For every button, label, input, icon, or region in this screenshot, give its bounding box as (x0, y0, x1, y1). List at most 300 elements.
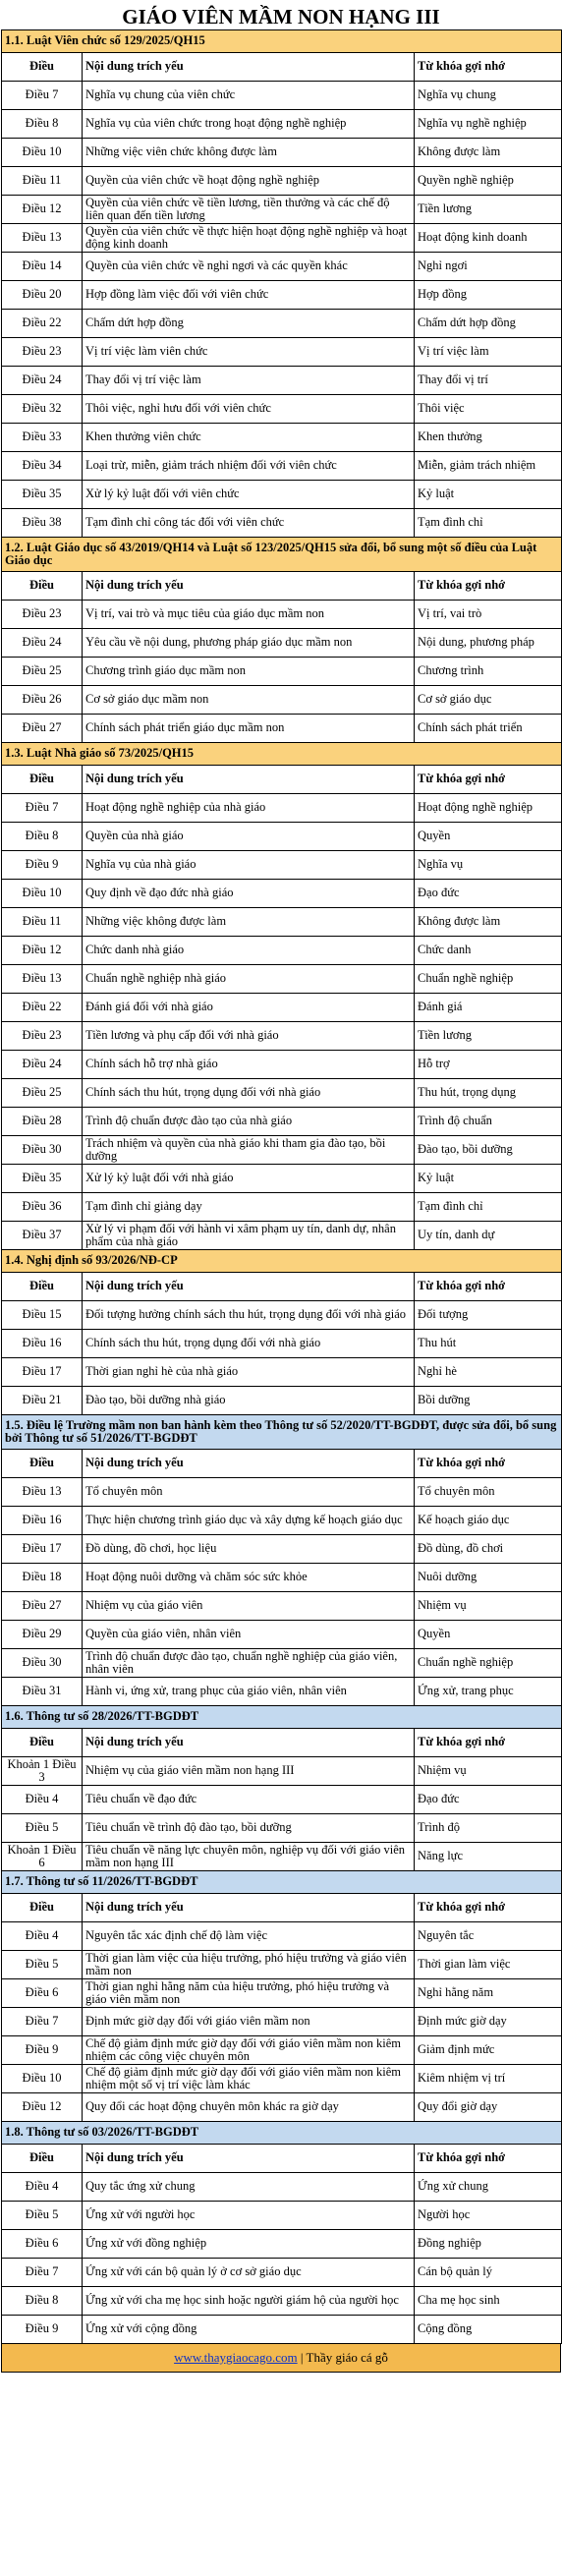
section-title: 1.1. Luật Viên chức số 129/2025/QH15 (2, 30, 562, 53)
summary-cell: Chế độ giảm định mức giờ dạy đối với giáo viên mầm non kiêm nhiệm một số vị trí việc làm khác (83, 2065, 415, 2093)
column-header-c2: Nội dung trích yếu (83, 766, 415, 794)
keyword-cell: Chính sách phát triển (415, 715, 562, 743)
keyword-cell: Đánh giá (415, 994, 562, 1022)
summary-cell: Quyền của viên chức về thực hiện hoạt động nghề nghiệp và hoạt động kinh doanh (83, 224, 415, 253)
section-title: 1.8. Thông tư số 03/2026/TT-BGDĐT (2, 2122, 562, 2145)
column-header-c2: Nội dung trích yếu (83, 572, 415, 601)
table-row (2, 2230, 562, 2259)
table-row (2, 253, 562, 281)
article-cell: Điều 23 (2, 1022, 83, 1051)
table-row (2, 1108, 562, 1136)
article-cell: Điều 4 (2, 1922, 83, 1951)
keyword-cell: Đồ dùng, đồ chơi (415, 1535, 562, 1564)
table-row (2, 196, 562, 224)
table-row (2, 509, 562, 538)
article-cell: Điều 11 (2, 908, 83, 937)
summary-cell: Chương trình giáo dục mầm non (83, 658, 415, 686)
article-cell: Điều 30 (2, 1649, 83, 1678)
section-title: 1.7. Thông tư số 11/2026/TT-BGDĐT (2, 1871, 562, 1894)
keyword-cell: Nghỉ hằng năm (415, 1979, 562, 2008)
summary-cell: Thay đổi vị trí việc làm (83, 367, 415, 395)
keyword-cell: Đồng nghiệp (415, 2230, 562, 2259)
table-row (2, 1535, 562, 1564)
column-header-c3: Từ khóa gợi nhớ (415, 53, 562, 82)
keyword-cell: Quyền (415, 823, 562, 851)
summary-cell: Những việc viên chức không được làm (83, 139, 415, 167)
article-cell: Điều 9 (2, 851, 83, 880)
keyword-cell: Trình độ chuẩn (415, 1108, 562, 1136)
keyword-cell: Thôi việc (415, 395, 562, 424)
table-row (2, 1621, 562, 1649)
keyword-cell: Người học (415, 2202, 562, 2230)
keyword-cell: Nhiệm vụ (415, 1592, 562, 1621)
article-cell: Điều 38 (2, 509, 83, 538)
summary-cell: Ứng xử với cha mẹ học sinh hoặc người giám hộ của người học (83, 2287, 415, 2316)
article-cell: Điều 6 (2, 1979, 83, 2008)
column-header-row (2, 1273, 562, 1301)
column-header-row (2, 572, 562, 601)
law-reference-table (1, 29, 562, 2344)
column-header-c3: Từ khóa gợi nhớ (415, 1450, 562, 1478)
article-cell: Điều 25 (2, 1079, 83, 1108)
table-row (2, 794, 562, 823)
keyword-cell: Nghĩa vụ chung (415, 82, 562, 110)
summary-cell: Nhiệm vụ của giáo viên mầm non hạng III (83, 1757, 415, 1786)
article-cell: Điều 28 (2, 1108, 83, 1136)
summary-cell: Chế độ giảm định mức giờ dạy đối với giáo viên mầm non kiêm nhiệm các công việc chuyên môn (83, 2036, 415, 2065)
section-title: 1.3. Luật Nhà giáo số 73/2025/QH15 (2, 743, 562, 766)
table-row (2, 601, 562, 629)
section-header (2, 538, 562, 572)
keyword-cell: Vị trí việc làm (415, 338, 562, 367)
table-row (2, 2093, 562, 2122)
summary-cell: Đồ dùng, đồ chơi, học liệu (83, 1535, 415, 1564)
column-header-row (2, 2145, 562, 2173)
summary-cell: Tiền lương và phụ cấp đối với nhà giáo (83, 1022, 415, 1051)
table-row (2, 395, 562, 424)
summary-cell: Vị trí, vai trò và mục tiêu của giáo dục mầm non (83, 601, 415, 629)
article-cell: Điều 22 (2, 310, 83, 338)
summary-cell: Khen thưởng viên chức (83, 424, 415, 452)
article-cell: Điều 5 (2, 1814, 83, 1843)
keyword-cell: Khen thưởng (415, 424, 562, 452)
article-cell: Điều 22 (2, 994, 83, 1022)
table-row (2, 1786, 562, 1814)
table-row (2, 965, 562, 994)
summary-cell: Hoạt động nghề nghiệp của nhà giáo (83, 794, 415, 823)
keyword-cell: Thay đổi vị trí (415, 367, 562, 395)
article-cell: Điều 16 (2, 1330, 83, 1358)
column-header-row (2, 766, 562, 794)
table-row (2, 2036, 562, 2065)
summary-cell: Tiêu chuẩn về trình độ đào tạo, bồi dưỡng (83, 1814, 415, 1843)
summary-cell: Trình độ chuẩn được đào tạo, chuẩn nghề nghiệp của giáo viên, nhân viên (83, 1649, 415, 1678)
summary-cell: Xử lý kỷ luật đối với nhà giáo (83, 1165, 415, 1193)
column-header-c1: Điều (2, 766, 83, 794)
section-header (2, 743, 562, 766)
keyword-cell: Thời gian làm việc (415, 1951, 562, 1979)
article-cell: Điều 5 (2, 2202, 83, 2230)
article-cell: Điều 26 (2, 686, 83, 715)
keyword-cell: Kế hoạch giáo dục (415, 1507, 562, 1535)
summary-cell: Quyền của viên chức về tiền lương, tiền thưởng và các chế độ liên quan đến tiền lương (83, 196, 415, 224)
summary-cell: Quyền của viên chức về nghỉ ngơi và các quyền khác (83, 253, 415, 281)
column-header-row (2, 1729, 562, 1757)
column-header-c2: Nội dung trích yếu (83, 1450, 415, 1478)
article-cell: Khoản 1 Điều 6 (2, 1843, 83, 1871)
summary-cell: Tổ chuyên môn (83, 1478, 415, 1507)
summary-cell: Tiêu chuẩn về đạo đức (83, 1786, 415, 1814)
keyword-cell: Quy đổi giờ dạy (415, 2093, 562, 2122)
keyword-cell: Năng lực (415, 1843, 562, 1871)
column-header-c2: Nội dung trích yếu (83, 1729, 415, 1757)
column-header-c1: Điều (2, 53, 83, 82)
article-cell: Điều 9 (2, 2036, 83, 2065)
table-row (2, 224, 562, 253)
article-cell: Điều 30 (2, 1136, 83, 1165)
section-title: 1.6. Thông tư số 28/2026/TT-BGDĐT (2, 1706, 562, 1729)
table-row (2, 1193, 562, 1222)
article-cell: Điều 36 (2, 1193, 83, 1222)
keyword-cell: Chuẩn nghề nghiệp (415, 965, 562, 994)
column-header-c1: Điều (2, 1273, 83, 1301)
keyword-cell: Quyền (415, 1621, 562, 1649)
summary-cell: Quyền của viên chức về hoạt động nghề nghiệp (83, 167, 415, 196)
table-row (2, 1979, 562, 2008)
article-cell: Điều 24 (2, 1051, 83, 1079)
article-cell: Điều 7 (2, 82, 83, 110)
summary-cell: Đánh giá đối với nhà giáo (83, 994, 415, 1022)
summary-cell: Quyền của nhà giáo (83, 823, 415, 851)
article-cell: Điều 6 (2, 2230, 83, 2259)
article-cell: Điều 12 (2, 2093, 83, 2122)
keyword-cell: Hỗ trợ (415, 1051, 562, 1079)
footer-text: Thầy giáo cá gỗ (306, 2350, 388, 2365)
table-row (2, 1358, 562, 1387)
summary-cell: Thực hiện chương trình giáo dục và xây dựng kế hoạch giáo dục (83, 1507, 415, 1535)
keyword-cell: Tổ chuyên môn (415, 1478, 562, 1507)
article-cell: Điều 13 (2, 965, 83, 994)
section-header (2, 1415, 562, 1450)
article-cell: Điều 7 (2, 2008, 83, 2036)
article-cell: Điều 13 (2, 1478, 83, 1507)
article-cell: Điều 10 (2, 139, 83, 167)
column-header-c3: Từ khóa gợi nhớ (415, 766, 562, 794)
table-row (2, 1678, 562, 1706)
table-row (2, 2065, 562, 2093)
summary-cell: Tạm đình chỉ công tác đối với viên chức (83, 509, 415, 538)
summary-cell: Nghĩa vụ chung của viên chức (83, 82, 415, 110)
keyword-cell: Không được làm (415, 908, 562, 937)
column-header-c2: Nội dung trích yếu (83, 1273, 415, 1301)
section-title: 1.5. Điều lệ Trường mầm non ban hành kèm theo Thông tư số 52/2020/TT-BGDĐT, được sửa đổi, bổ sung bởi Thông tư số 51/2026/TT-BGDĐT (2, 1415, 562, 1450)
article-cell: Điều 27 (2, 715, 83, 743)
summary-cell: Quy đổi các hoạt động chuyên môn khác ra giờ dạy (83, 2093, 415, 2122)
keyword-cell: Kỷ luật (415, 481, 562, 509)
column-header-c1: Điều (2, 572, 83, 601)
article-cell: Điều 13 (2, 224, 83, 253)
section-header (2, 30, 562, 53)
keyword-cell: Đạo đức (415, 1786, 562, 1814)
table-row (2, 1387, 562, 1415)
table-row (2, 481, 562, 509)
section-title: 1.4. Nghị định số 93/2026/NĐ-CP (2, 1250, 562, 1273)
table-row (2, 1592, 562, 1621)
keyword-cell: Trình độ (415, 1814, 562, 1843)
keyword-cell: Hợp đồng (415, 281, 562, 310)
section-header (2, 2122, 562, 2145)
keyword-cell: Thu hút, trọng dụng (415, 1079, 562, 1108)
table-row (2, 452, 562, 481)
summary-cell: Thời gian nghỉ hè của nhà giáo (83, 1358, 415, 1387)
keyword-cell: Cộng đồng (415, 2316, 562, 2344)
summary-cell: Loại trừ, miễn, giảm trách nhiệm đối với viên chức (83, 452, 415, 481)
column-header-c1: Điều (2, 1450, 83, 1478)
table-row (2, 2202, 562, 2230)
table-row (2, 658, 562, 686)
keyword-cell: Vị trí, vai trò (415, 601, 562, 629)
keyword-cell: Hoạt động nghề nghiệp (415, 794, 562, 823)
document-page (1, 0, 561, 2373)
summary-cell: Xử lý kỷ luật đối với viên chức (83, 481, 415, 509)
table-row (2, 715, 562, 743)
keyword-cell: Tạm đình chỉ (415, 509, 562, 538)
summary-cell: Tạm đình chỉ giảng dạy (83, 1193, 415, 1222)
column-header-c3: Từ khóa gợi nhớ (415, 1729, 562, 1757)
table-row (2, 908, 562, 937)
table-row (2, 167, 562, 196)
table-row (2, 110, 562, 139)
table-row (2, 823, 562, 851)
table-row (2, 1649, 562, 1678)
table-row (2, 686, 562, 715)
summary-cell: Trình độ chuẩn được đào tạo của nhà giáo (83, 1108, 415, 1136)
article-cell: Điều 7 (2, 2259, 83, 2287)
section-header (2, 1706, 562, 1729)
summary-cell: Xử lý vi phạm đối với hành vi xâm phạm uy tín, danh dự, nhân phẩm của nhà giáo (83, 1222, 415, 1250)
keyword-cell: Kiêm nhiệm vị trí (415, 2065, 562, 2093)
summary-cell: Quy định về đạo đức nhà giáo (83, 880, 415, 908)
keyword-cell: Quyền nghề nghiệp (415, 167, 562, 196)
table-row (2, 1757, 562, 1786)
summary-cell: Đối tượng hưởng chính sách thu hút, trọng dụng đối với nhà giáo (83, 1301, 415, 1330)
table-row (2, 1478, 562, 1507)
article-cell: Điều 12 (2, 937, 83, 965)
column-header-row (2, 1894, 562, 1922)
keyword-cell: Chuẩn nghề nghiệp (415, 1649, 562, 1678)
column-header-row (2, 1450, 562, 1478)
article-cell: Khoản 1 Điều 3 (2, 1757, 83, 1786)
column-header-c3: Từ khóa gợi nhớ (415, 1273, 562, 1301)
table-row (2, 424, 562, 452)
keyword-cell: Tiền lương (415, 1022, 562, 1051)
article-cell: Điều 29 (2, 1621, 83, 1649)
summary-cell: Chuẩn nghề nghiệp nhà giáo (83, 965, 415, 994)
summary-cell: Ứng xử với cộng đồng (83, 2316, 415, 2344)
keyword-cell: Không được làm (415, 139, 562, 167)
summary-cell: Hợp đồng làm việc đối với viên chức (83, 281, 415, 310)
footer-bar (1, 2344, 561, 2373)
table-row (2, 2316, 562, 2344)
article-cell: Điều 23 (2, 338, 83, 367)
article-cell: Điều 35 (2, 1165, 83, 1193)
article-cell: Điều 23 (2, 601, 83, 629)
column-header-c3: Từ khóa gợi nhớ (415, 572, 562, 601)
table-row (2, 281, 562, 310)
keyword-cell: Tiền lương (415, 196, 562, 224)
table-row (2, 1136, 562, 1165)
keyword-cell: Nhiệm vụ (415, 1757, 562, 1786)
table-row (2, 937, 562, 965)
summary-cell: Nghĩa vụ của viên chức trong hoạt động nghề nghiệp (83, 110, 415, 139)
keyword-cell: Cha mẹ học sinh (415, 2287, 562, 2316)
article-cell: Điều 4 (2, 2173, 83, 2202)
article-cell: Điều 17 (2, 1535, 83, 1564)
column-header-c1: Điều (2, 1729, 83, 1757)
summary-cell: Chính sách thu hút, trọng dụng đối với nhà giáo (83, 1079, 415, 1108)
summary-cell: Hành vi, ứng xử, trang phục của giáo viên, nhân viên (83, 1678, 415, 1706)
footer-separator: | (297, 2350, 307, 2365)
column-header-c2: Nội dung trích yếu (83, 1894, 415, 1922)
column-header-c2: Nội dung trích yếu (83, 2145, 415, 2173)
summary-cell: Cơ sở giáo dục mầm non (83, 686, 415, 715)
table-body (2, 30, 562, 2344)
article-cell: Điều 31 (2, 1678, 83, 1706)
summary-cell: Nhiệm vụ của giáo viên (83, 1592, 415, 1621)
keyword-cell: Nghĩa vụ nghề nghiệp (415, 110, 562, 139)
section-header (2, 1250, 562, 1273)
table-row (2, 2008, 562, 2036)
keyword-cell: Nuôi dưỡng (415, 1564, 562, 1592)
keyword-cell: Chấm dứt hợp đồng (415, 310, 562, 338)
keyword-cell: Thu hút (415, 1330, 562, 1358)
table-row (2, 1165, 562, 1193)
article-cell: Điều 24 (2, 367, 83, 395)
article-cell: Điều 21 (2, 1387, 83, 1415)
column-header-c1: Điều (2, 2145, 83, 2173)
column-header-row (2, 53, 562, 82)
table-row (2, 139, 562, 167)
keyword-cell: Nghỉ ngơi (415, 253, 562, 281)
keyword-cell: Hoạt động kinh doanh (415, 224, 562, 253)
summary-cell: Quyền của giáo viên, nhân viên (83, 1621, 415, 1649)
article-cell: Điều 16 (2, 1507, 83, 1535)
table-row (2, 1301, 562, 1330)
keyword-cell: Giảm định mức (415, 2036, 562, 2065)
column-header-c3: Từ khóa gợi nhớ (415, 2145, 562, 2173)
keyword-cell: Định mức giờ dạy (415, 2008, 562, 2036)
article-cell: Điều 11 (2, 167, 83, 196)
article-cell: Điều 34 (2, 452, 83, 481)
keyword-cell: Kỷ luật (415, 1165, 562, 1193)
article-cell: Điều 17 (2, 1358, 83, 1387)
column-header-c1: Điều (2, 1894, 83, 1922)
table-row (2, 1843, 562, 1871)
table-row (2, 629, 562, 658)
summary-cell: Chính sách phát triển giáo dục mầm non (83, 715, 415, 743)
keyword-cell: Nghỉ hè (415, 1358, 562, 1387)
summary-cell: Nghĩa vụ của nhà giáo (83, 851, 415, 880)
summary-cell: Vị trí việc làm viên chức (83, 338, 415, 367)
keyword-cell: Uy tín, danh dự (415, 1222, 562, 1250)
keyword-cell: Nguyên tắc (415, 1922, 562, 1951)
summary-cell: Ứng xử với người học (83, 2202, 415, 2230)
article-cell: Điều 32 (2, 395, 83, 424)
keyword-cell: Miễn, giảm trách nhiệm (415, 452, 562, 481)
summary-cell: Chấm dứt hợp đồng (83, 310, 415, 338)
keyword-cell: Ứng xử chung (415, 2173, 562, 2202)
summary-cell: Tiêu chuẩn về năng lực chuyên môn, nghiệp vụ đối với giáo viên mầm non hạng III (83, 1843, 415, 1871)
column-header-c3: Từ khóa gợi nhớ (415, 1894, 562, 1922)
table-row (2, 2259, 562, 2287)
article-cell: Điều 24 (2, 629, 83, 658)
summary-cell: Đào tạo, bồi dưỡng nhà giáo (83, 1387, 415, 1415)
article-cell: Điều 5 (2, 1951, 83, 1979)
section-title: 1.2. Luật Giáo dục số 43/2019/QH14 và Luật số 123/2025/QH15 sửa đổi, bổ sung một số điều của Luật Giáo dục (2, 538, 562, 572)
summary-cell: Thời gian nghỉ hằng năm của hiệu trưởng, phó hiệu trưởng và giáo viên mầm non (83, 1979, 415, 2008)
table-row (2, 1814, 562, 1843)
table-row (2, 2173, 562, 2202)
keyword-cell: Đào tạo, bồi dưỡng (415, 1136, 562, 1165)
table-row (2, 1330, 562, 1358)
keyword-cell: Đạo đức (415, 880, 562, 908)
summary-cell: Yêu cầu về nội dung, phương pháp giáo dục mầm non (83, 629, 415, 658)
table-row (2, 367, 562, 395)
article-cell: Điều 18 (2, 1564, 83, 1592)
table-row (2, 1922, 562, 1951)
article-cell: Điều 4 (2, 1786, 83, 1814)
keyword-cell: Chức danh (415, 937, 562, 965)
keyword-cell: Cán bộ quản lý (415, 2259, 562, 2287)
website-link[interactable]: www.thaygiaocago.com (174, 2350, 298, 2365)
table-row (2, 1079, 562, 1108)
summary-cell: Chính sách thu hút, trọng dụng đối với nhà giáo (83, 1330, 415, 1358)
article-cell: Điều 7 (2, 794, 83, 823)
keyword-cell: Cơ sở giáo dục (415, 686, 562, 715)
keyword-cell: Tạm đình chỉ (415, 1193, 562, 1222)
table-row (2, 1951, 562, 1979)
article-cell: Điều 35 (2, 481, 83, 509)
table-row (2, 994, 562, 1022)
summary-cell: Quy tắc ứng xử chung (83, 2173, 415, 2202)
keyword-cell: Nghĩa vụ (415, 851, 562, 880)
section-header (2, 1871, 562, 1894)
article-cell: Điều 33 (2, 424, 83, 452)
table-row (2, 338, 562, 367)
table-row (2, 851, 562, 880)
summary-cell: Thôi việc, nghỉ hưu đối với viên chức (83, 395, 415, 424)
summary-cell: Ứng xử với đồng nghiệp (83, 2230, 415, 2259)
summary-cell: Những việc không được làm (83, 908, 415, 937)
article-cell: Điều 15 (2, 1301, 83, 1330)
keyword-cell: Chương trình (415, 658, 562, 686)
keyword-cell: Bồi dưỡng (415, 1387, 562, 1415)
article-cell: Điều 10 (2, 880, 83, 908)
table-row (2, 82, 562, 110)
summary-cell: Chính sách hỗ trợ nhà giáo (83, 1051, 415, 1079)
summary-cell: Trách nhiệm và quyền của nhà giáo khi tham gia đào tạo, bồi dưỡng (83, 1136, 415, 1165)
article-cell: Điều 10 (2, 2065, 83, 2093)
keyword-cell: Đối tượng (415, 1301, 562, 1330)
article-cell: Điều 20 (2, 281, 83, 310)
article-cell: Điều 27 (2, 1592, 83, 1621)
table-row (2, 1564, 562, 1592)
summary-cell: Thời gian làm việc của hiệu trưởng, phó hiệu trưởng và giáo viên mầm non (83, 1951, 415, 1979)
article-cell: Điều 37 (2, 1222, 83, 1250)
table-row (2, 1507, 562, 1535)
summary-cell: Ứng xử với cán bộ quản lý ở cơ sở giáo dục (83, 2259, 415, 2287)
article-cell: Điều 8 (2, 2287, 83, 2316)
